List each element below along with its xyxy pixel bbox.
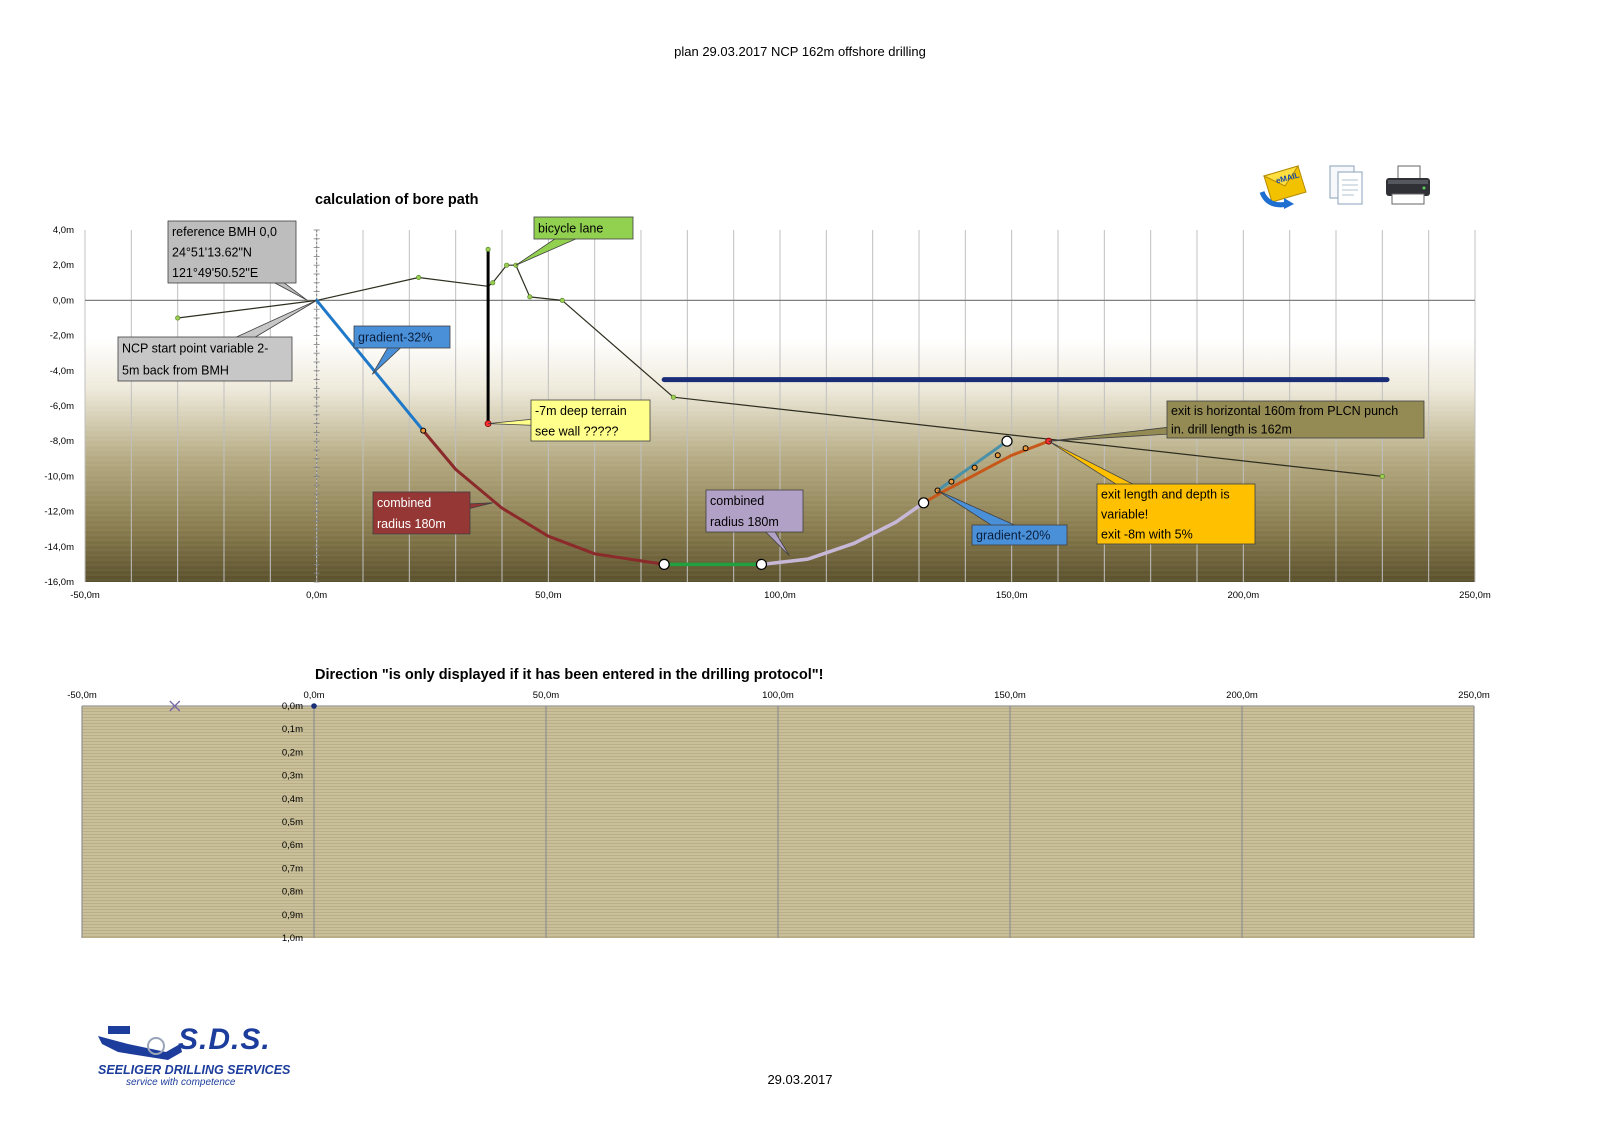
chart-title: calculation of bore path [315, 192, 479, 208]
logo-tagline: service with competence [126, 1077, 236, 1088]
terrain-point [486, 247, 490, 251]
y-tick-label: -14,0m [44, 541, 74, 553]
callout-text: gradient-20% [976, 528, 1051, 543]
y-tick-label: -2,0m [49, 330, 74, 342]
y-tick-label: -4,0m [49, 365, 74, 377]
x-tick-label: 50,0m [532, 690, 560, 701]
callout-text: bicycle lane [538, 221, 604, 236]
measure-point [1023, 446, 1028, 451]
x-tick-label: 0,0m [306, 590, 328, 601]
callout-text: see wall ????? [535, 424, 619, 439]
callout-text: radius 180m [377, 517, 446, 531]
terrain-point [175, 316, 179, 320]
bore-path-chart [0, 215, 1600, 615]
y-tick-label: 0,5m [281, 817, 303, 828]
callout-text: radius 180m [710, 515, 779, 529]
callout-text: 121°49'50.52"E [172, 266, 259, 281]
terrain-point [416, 275, 420, 279]
x-tick-label: -50,0m [70, 590, 100, 601]
y-tick-label: -8,0m [49, 436, 74, 448]
terrain-point [1380, 474, 1384, 478]
callout-text: 24°51'13.62"N [172, 245, 252, 260]
x-tick-label: 250,0m [1459, 590, 1491, 601]
callout-text: exit length and depth is [1101, 487, 1230, 502]
x-tick-label: 100,0m [762, 690, 794, 701]
callout-text: -7m deep terrain [535, 403, 627, 418]
y-tick-label: 0,2m [281, 747, 303, 759]
station-marker [919, 498, 929, 508]
callout-text: exit is horizontal 160m from PLCN punch [1171, 403, 1399, 418]
y-tick-label: 1,0m [281, 933, 303, 944]
callout-text: combined [710, 494, 765, 508]
y-tick-label: 0,1m [281, 724, 303, 736]
callout-text: reference BMH 0,0 [172, 224, 277, 239]
terrain-point [528, 295, 532, 299]
y-tick-label: 0,0m [52, 295, 74, 307]
direction-chart-title: Direction "is only displayed if it has been entered in the drilling protocol"! [315, 667, 824, 683]
footer-date: 29.03.2017 [767, 1072, 833, 1087]
terrain-point [560, 298, 564, 302]
y-tick-label: -6,0m [49, 401, 74, 412]
x-tick-label: 150,0m [994, 690, 1026, 701]
x-tick-label: 200,0m [1227, 590, 1260, 601]
callout-text: variable! [1101, 507, 1149, 522]
station-marker [1002, 436, 1012, 446]
x-tick-label: 200,0m [1226, 690, 1258, 701]
y-tick-label: -10,0m [44, 471, 74, 483]
copy-documents-icon [1320, 162, 1376, 210]
email-icon [1258, 162, 1314, 210]
email-label: eMAIL [1274, 170, 1301, 186]
x-tick-label: 150,0m [995, 590, 1028, 601]
x-tick-label: 50,0m [535, 590, 562, 601]
station-marker [756, 559, 766, 569]
logo-sds: S.D.S. [178, 1023, 271, 1056]
copy-button[interactable] [1320, 162, 1376, 210]
email-button[interactable] [1258, 162, 1314, 210]
y-tick-label: 4,0m [52, 225, 74, 236]
measure-point [949, 479, 954, 484]
y-tick-label: 0,9m [281, 909, 303, 921]
x-tick-label: -50,0m [67, 690, 97, 701]
callout-text: gradient-32% [358, 330, 433, 345]
measure-point [421, 428, 426, 433]
dot-marker [311, 703, 317, 709]
callout-text: in. drill length is 162m [1171, 422, 1292, 437]
callout-text: combined [377, 496, 432, 510]
terrain-point [491, 281, 495, 285]
y-tick-label: 0,7m [281, 863, 303, 875]
logo-company-name: SEELIGER DRILLING SERVICES [98, 1063, 291, 1077]
drill-rig-logo-icon [98, 1022, 188, 1062]
y-tick-label: -12,0m [44, 506, 74, 518]
y-tick-label: 0,6m [281, 840, 303, 852]
callout-text: 5m back from BMH [122, 363, 229, 378]
callout-text: exit -8m with 5% [1101, 527, 1193, 542]
y-tick-label: 0,3m [281, 770, 303, 782]
x-tick-label: 0,0m [303, 690, 325, 701]
y-tick-label: 2,0m [52, 260, 74, 272]
terrain-point [504, 263, 508, 267]
callout-text: NCP start point variable 2- [122, 341, 269, 356]
direction-chart [0, 690, 1600, 975]
measure-point [972, 465, 977, 470]
station-marker [659, 559, 669, 569]
x-tick-label: 250,0m [1458, 690, 1490, 701]
measure-point [995, 453, 1000, 458]
print-button[interactable] [1380, 162, 1436, 210]
y-tick-label: 0,8m [281, 886, 303, 898]
page-title: plan 29.03.2017 NCP 162m offshore drilling [674, 44, 926, 59]
terrain-point [671, 395, 675, 399]
printer-icon [1380, 162, 1436, 210]
x-tick-label: 100,0m [764, 590, 796, 601]
y-tick-label: 0,4m [281, 793, 303, 805]
y-tick-label: 0,0m [281, 701, 303, 712]
y-tick-label: -16,0m [44, 577, 74, 588]
